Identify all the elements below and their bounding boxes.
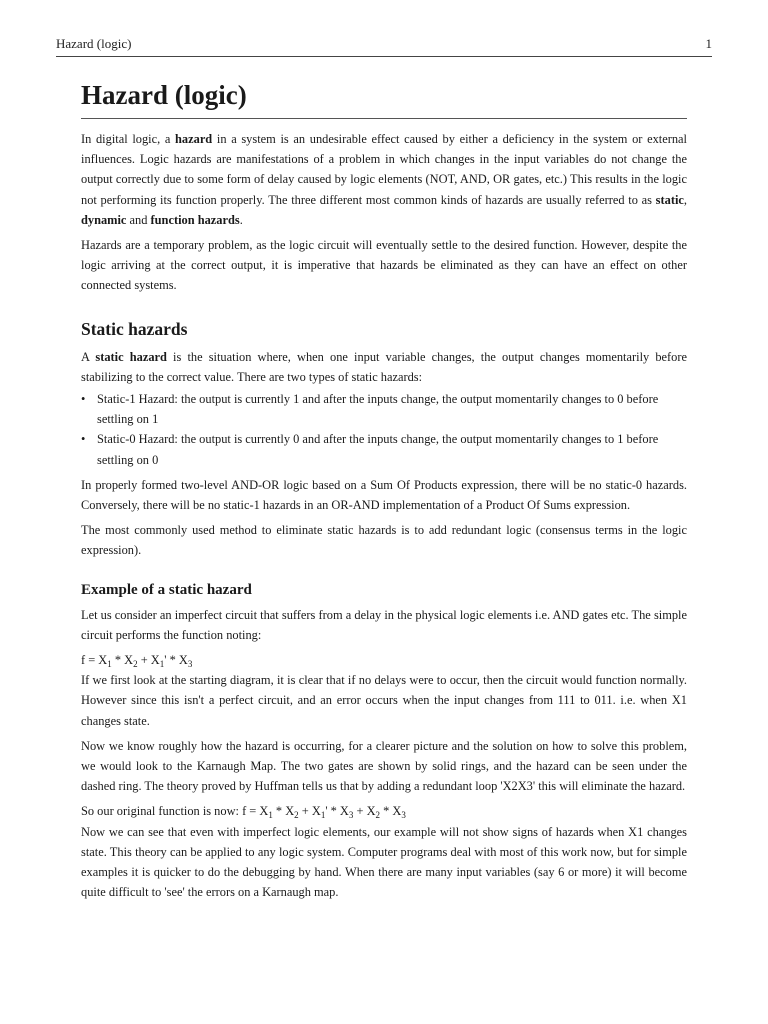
formula-text: f = X (81, 653, 108, 668)
section-heading-static-hazards: Static hazards (81, 318, 188, 339)
static-hazard-definition (81, 347, 687, 387)
formula-subscript: 1 (159, 659, 165, 670)
bold-term-function-hazards: function hazards (150, 212, 240, 227)
formula-subscript: 1 (320, 810, 326, 821)
static-hazard-types-list (81, 389, 687, 470)
formula-subscript: 3 (187, 659, 193, 670)
formula-subscript: 3 (348, 810, 354, 821)
text-run: in a system is an undesirable effect caused by either a deficiency in the system or external influences. Logic hazards are manifestations of a problem in which changes in the input variables do not change the output correctly due to some form of delay caused by logic elements (NOT, AND, OR gates, etc.) This results in the logic not performing its function properly. The three different most common kinds of hazards are usually referred to as (81, 132, 687, 207)
formula-text: + X (298, 804, 321, 819)
formula-text: * X (272, 804, 295, 819)
example-paragraph-2: If we first look at the starting diagram, it is clear that if no delays were to occur, then the circuit would function normally. However since this isn't a perfect circuit, and an error occurs when the input changes from 111 to 011. i.e. when X1 changes state. (81, 673, 687, 728)
text-run: A (81, 349, 96, 364)
example-paragraph-1: Let us consider an imperfect circuit that suffers from a delay in the physical logic elements i.e. AND gates etc. The simple circuit performs the function noting: (81, 607, 687, 642)
formula-subscript: 2 (294, 810, 299, 821)
formula-text: ' * X (164, 653, 188, 668)
bold-term-static-hazard: static hazard (95, 349, 167, 364)
text-run: , (683, 192, 687, 207)
bold-term-hazard: hazard (175, 132, 213, 146)
formula-subscript: 3 (401, 810, 406, 821)
example-paragraph-4: Now we can see that even with imperfect logic elements, our example will not show signs of hazards when X1 changes state. This theory can be applied to any logic system. Computer programs deal with most of this work now, but for simple examples it is quicker to do the debugging by hand. When there are many input variables (say 6 or more) it will become quite difficult to 'see' the errors on a Karnaugh map. (81, 824, 687, 900)
header-rule (56, 56, 712, 57)
formula-text: * X (111, 653, 134, 668)
bold-term-dynamic: dynamic (81, 212, 127, 227)
article-body (81, 78, 687, 903)
text-run: is the situation where, when one input variable changes, the output changes momentarily before stabilizing to the correct value. There are two types of static hazards: (81, 349, 687, 384)
text-run: . (239, 212, 243, 227)
formula-text: + X (353, 804, 376, 819)
example-paragraph-3: Now we know roughly how the hazard is occurring, for a clearer picture and the solution on how to solve this problem, we would look to the Karnaugh Map. The two gates are shown by solid rings, and the hazard can be seen under the dashed ring. The theory proved by Huffman tells us that by adding a redundant loop 'X2X3' this will eliminate the hazard. (81, 738, 687, 794)
text-run: and (126, 212, 151, 227)
formula-text: * X (380, 804, 402, 819)
list-item-static-1: • Static-1 Hazard: the output is currently 1 and after the inputs change, the output momentarily changes to 0 before settling on 1 (81, 389, 687, 429)
intro-paragraph-2: Hazards are a temporary problem, as the logic circuit will eventually settle to the desired function. However, despite the logic arriving at the correct output, it is imperative that hazards be eliminated as they can have an effect on other connected systems. (81, 238, 687, 293)
formula-original (81, 650, 687, 670)
page-title: Hazard (logic) (81, 78, 687, 119)
text-run: In digital logic, a (81, 132, 176, 146)
subsection-heading-example: Example of a static hazard (81, 581, 252, 598)
bold-term-static: static (655, 192, 684, 207)
formula-text: So our original function is now: f = X (81, 804, 269, 819)
running-header (56, 36, 712, 52)
formula-subscript: 1 (107, 659, 112, 670)
formula-subscript: 1 (268, 810, 273, 821)
formula-subscript: 2 (375, 810, 381, 821)
intro-paragraph-1 (81, 129, 687, 230)
formula-revised (81, 801, 687, 821)
formula-text: ' * X (325, 804, 349, 819)
formula-subscript: 2 (133, 659, 138, 670)
running-header-title: Hazard (logic) (56, 36, 132, 51)
formula-text: + X (137, 653, 160, 668)
list-item-static-0: • Static-0 Hazard: the output is currently 0 and after the inputs change, the output momentarily changes to 1 before settling on 0 (81, 429, 687, 469)
page-number: 1 (705, 36, 712, 51)
static-paragraph-2: In properly formed two-level AND-OR logic based on a Sum Of Products expression, there will be no static-0 hazards. Conversely, there will be no static-1 hazards in an OR-AND implementation of a Product Of Sums expression. (81, 477, 687, 513)
static-paragraph-3: The most commonly used method to eliminate static hazards is to add redundant logic (consensus terms in the logic expression). (81, 523, 687, 558)
